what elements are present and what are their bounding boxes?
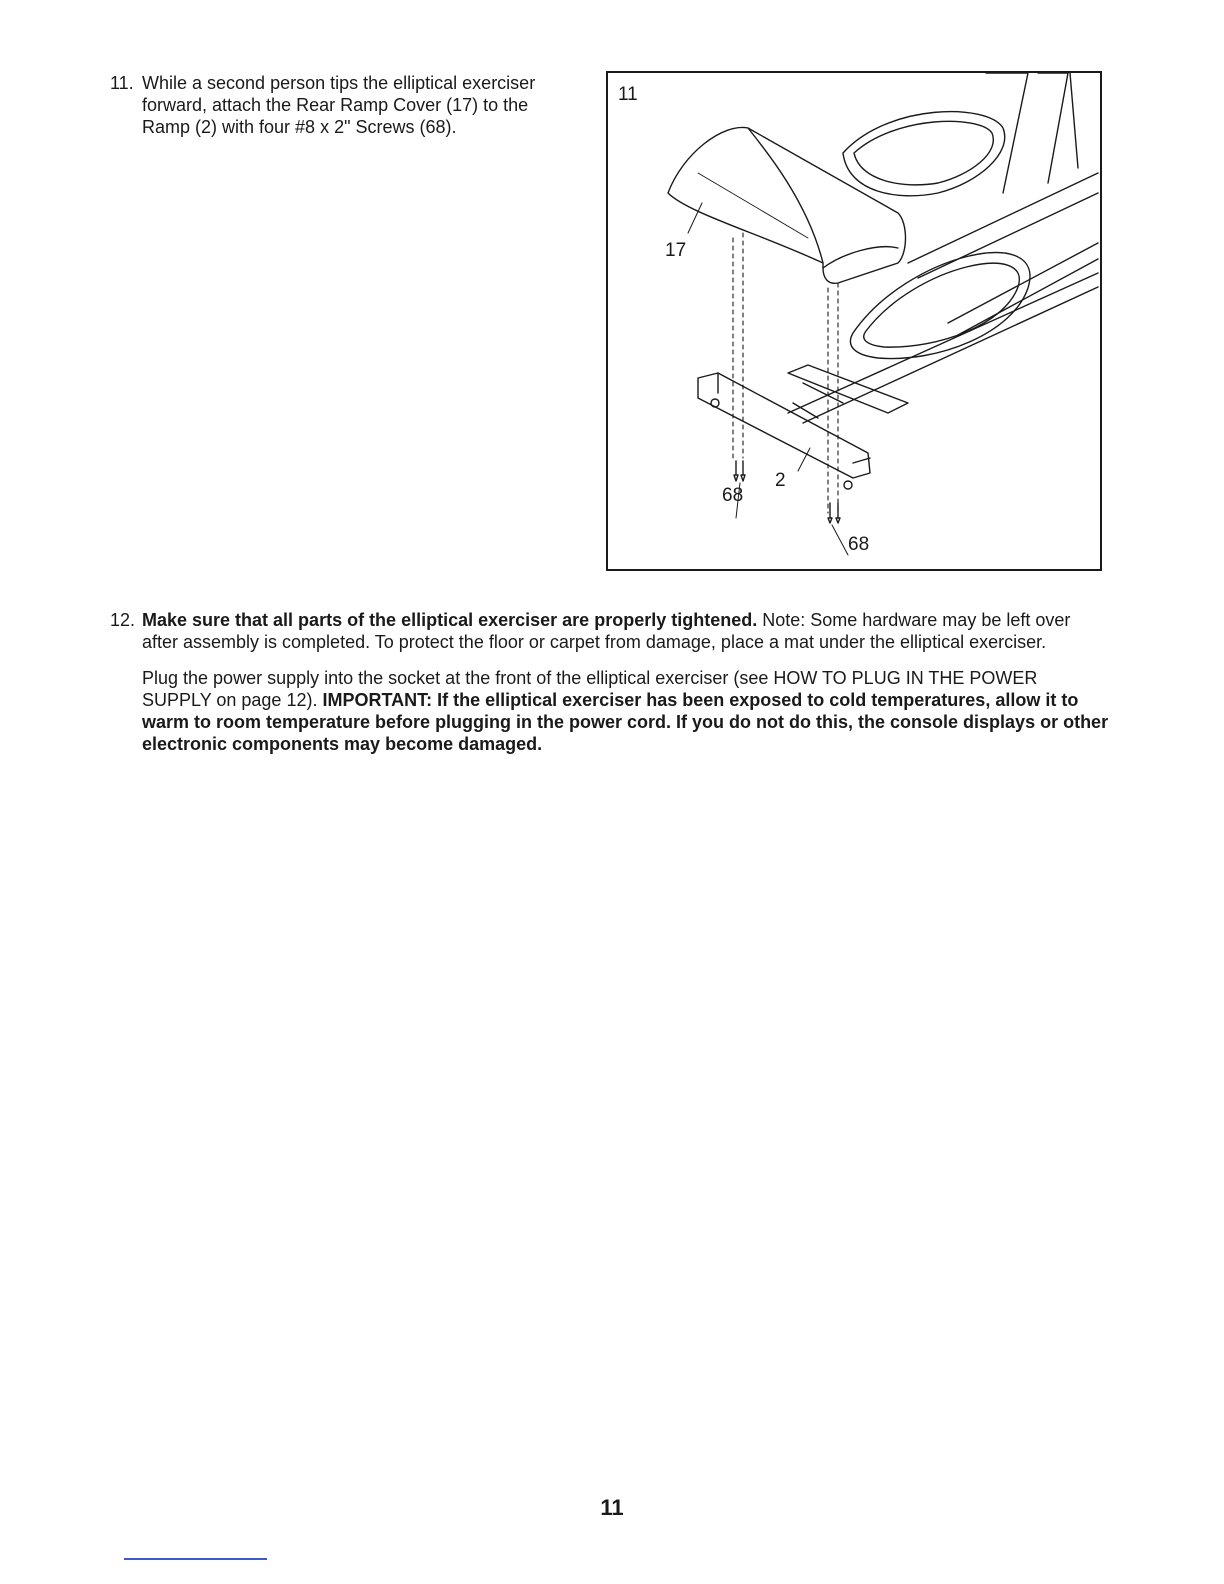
step-12-paragraph-2 <box>142 667 1110 755</box>
callout-68-right: 68 <box>848 534 870 555</box>
step-12-number: 12. <box>110 610 136 630</box>
callout-68-left: 68 <box>722 485 744 506</box>
callout-17: 17 <box>665 240 687 261</box>
figure-number: 11 <box>618 84 638 105</box>
assembly-illustration <box>608 73 1102 571</box>
step-12-paragraph-1 <box>142 609 1110 653</box>
step-11-text: While a second person tips the elliptical exerciser forward, attach the Rear Ramp Cover (17) to the Ramp (2) with four #8 x 2" Screws (68). <box>142 73 536 137</box>
footer-divider <box>124 1558 267 1560</box>
step-12-note: Note: Some hardware may be left over after assembly is completed. To protect the floor or carpet from damage, place a mat under the elliptical exerciser. <box>142 610 1071 652</box>
step-12-power-text: Plug the power supply into the socket at the front of the elliptical exerciser (see HOW TO PLUG IN THE POWER SUPPLY on page 12). <box>142 668 1038 710</box>
step-12-bold-lead: Make sure that all parts of the elliptical exerciser are properly tightened. <box>142 610 758 630</box>
assembly-figure-11 <box>606 71 1102 571</box>
step-12 <box>110 609 1110 755</box>
step-11 <box>110 72 580 138</box>
page-number: 11 <box>600 1495 624 1520</box>
step-11-number: 11. <box>110 73 134 93</box>
step-12-important: IMPORTANT: If the elliptical exerciser has been exposed to cold temperatures, allow it to warm to room temperature before plugging in the power cord. If you do not do this, the console displays or other electronic components may become damaged. <box>142 690 1109 754</box>
callout-2: 2 <box>775 470 786 491</box>
